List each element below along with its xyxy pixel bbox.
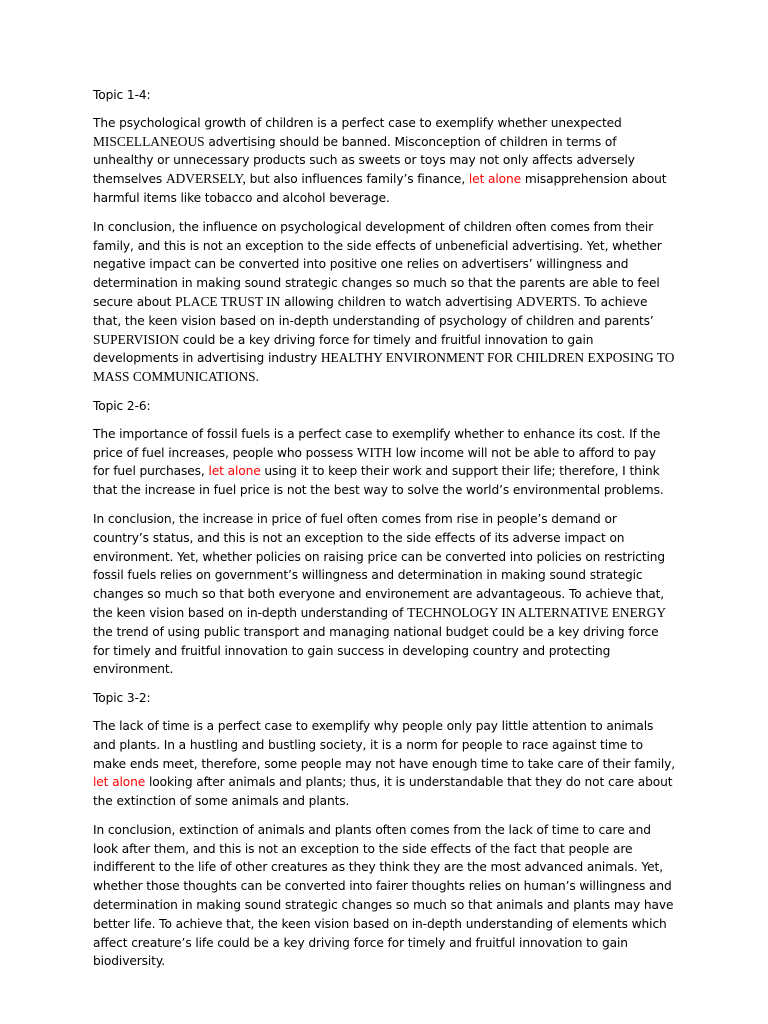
text-run: allowing children to watch advertising (280, 294, 517, 309)
heading-topic-3-2: Topic 3-2: (93, 691, 151, 706)
uppercase-run: TECHNOLOGY IN ALTERNATIVE ENERGY (407, 604, 667, 620)
text-run: misapprehension about harmful items like tobacco and alcohol beverage. (93, 172, 667, 205)
text-run: The psychological growth of children is a perfect case to exemplify whether unexpected (93, 115, 622, 130)
text-run: In conclusion, the influence on psychological development of children often comes from their family, and this is not an exception to the side effects of unbeneficial advertising. Yet, whether negative impact can be converted into positive one relies on advertisers’ willingness and determination in making sound strategic changes so much so that the parents are able to feel secure about (93, 219, 662, 309)
paragraph-topic-2-6-conclusion (93, 510, 676, 679)
paragraph-topic-2-6-intro (93, 425, 676, 500)
highlight-let-alone: let alone (468, 172, 522, 187)
text-run: The lack of time is a perfect case to exemplify why people only pay little attention to animals and plants. In a hustling and bustling society, it is a norm for people to race against time to make ends meet, therefore, some people may not have enough time to take care of their family, (93, 718, 676, 771)
text-run: In conclusion, the increase in price of fuel often comes from rise in people’s demand or country’s status, and this is not an exception to the side effects of its adverse impact on environment. Yet, whether policies on raising price can be converted into policies on restricting fossil fuels relies on government’s willingness and determination in making sound strategic changes so much so that both everyone and environement are advantageous. To achieve that, the keen vision based on in-depth understanding of (93, 511, 666, 620)
text-run: looking after animals and plants; thus, it is understandable that they do not care about the extinction of some animals and plants. (93, 775, 673, 809)
text-run: low income will not be able to afford to pay for fuel purchases, (93, 445, 656, 479)
uppercase-run: HEALTHY ENVIRONMENT FOR CHILDREN EXPOSING TO MASS COMMUNICATIONS. (93, 350, 675, 385)
uppercase-run: SUPERVISION (93, 331, 179, 347)
uppercase-run: ADVERTS. (516, 293, 581, 309)
paragraph-topic-3-2-intro (93, 717, 676, 811)
paragraph-topic-1-4-intro (93, 114, 676, 208)
uppercase-run: ADVERSELY, (165, 171, 246, 187)
uppercase-run: MISCELLANEOUS (93, 133, 205, 149)
paragraph-topic-3-2-conclusion (93, 821, 676, 971)
text-run: but also influences family’s finance, (245, 172, 469, 187)
paragraph-topic-1-4-conclusion (93, 218, 676, 387)
text-run: the trend of using public transport and managing national budget could be a key driving force for timely and fruitful innovation to gain success in developing country and protecting environment. (93, 624, 659, 677)
text-run: To achieve that, the keen vision based on in-depth understanding of psychology of children and parents’ (93, 294, 654, 328)
heading-topic-1-4: Topic 1-4: (93, 88, 151, 102)
text-run: could be a key driving force for timely and fruitful innovation to gain developments in advertising industry (93, 332, 594, 366)
text-run: advertising should be banned. Misconception of children in terms of unhealthy or unnecessary products such as sweets or toys may not only affects adversely themselves (93, 134, 635, 187)
uppercase-run: PLACE TRUST IN (175, 293, 281, 309)
text-run: using it to keep their work and support their life; therefore, I think that the increase in fuel price is not the best way to solve the world’s environmental problems. (93, 464, 664, 498)
uppercase-run: WITH (356, 444, 392, 460)
text-run: The importance of fossil fuels is a perfect case to exemplify whether to enhance its cost. If the price of fuel increases, people who possess (93, 426, 661, 460)
heading-topic-2-6: Topic 2-6: (93, 398, 151, 413)
highlight-let-alone: let alone (208, 464, 261, 479)
text-run: In conclusion, extinction of animals and plants often comes from the lack of time to care and look after them, and this is not an exception to the side effects of the fact that people are indifferent to the life of other creatures as they think they are the most advanced animals. Yet, whether those thoughts can be converted into fairer thoughts relies on human’s willingness and determination in making sound strategic changes so much so that animals and plants may have better life. To achieve that, the keen vision based on in-depth understanding of elements which affect creature’s life could be a key driving force for timely and fruitful innovation to gain biodiversity. (93, 822, 674, 969)
highlight-let-alone: let alone (93, 775, 146, 790)
